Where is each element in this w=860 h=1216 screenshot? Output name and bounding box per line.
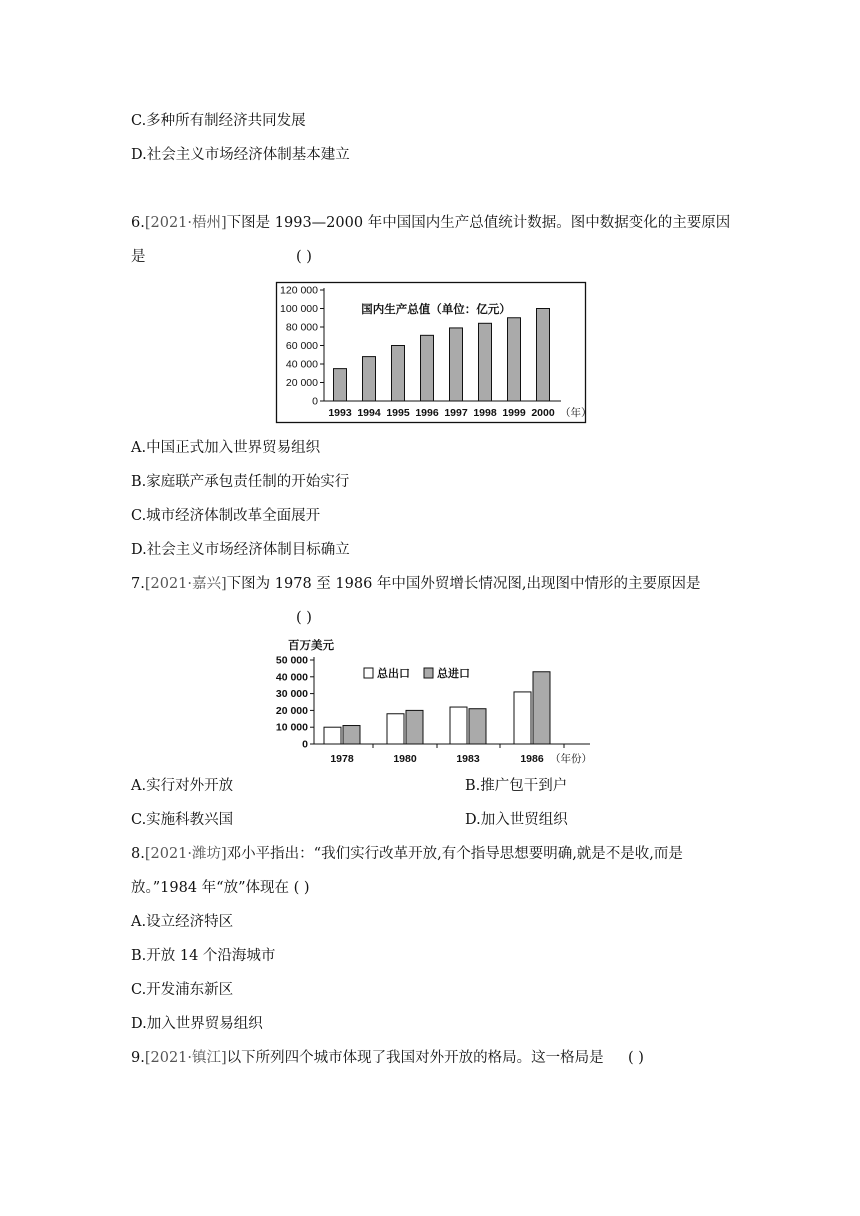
bar-2000 — [537, 309, 550, 402]
q7-option-a: A.实行对外开放 — [131, 778, 234, 794]
x-tick-label: 1997 — [444, 407, 468, 419]
q7-stem-line1 — [131, 574, 701, 594]
q6-option-a: A.中国正式加入世界贸易组织 — [131, 440, 321, 456]
bar-1994 — [363, 357, 376, 401]
q8-answer-blank: ( ) — [293, 880, 310, 896]
y-tick-label: 40 000 — [285, 358, 318, 371]
y-tick-label: 120 000 — [280, 284, 318, 297]
x-tick-label: 1978 — [330, 753, 354, 765]
bar-1995 — [392, 346, 405, 402]
q6-option-c: C.城市经济体制改革全面展开 — [131, 508, 321, 524]
bar-1998 — [479, 323, 492, 401]
bar-1978-1 — [324, 727, 341, 744]
x-unit-label: （年） — [560, 407, 592, 419]
q8-option-c: C.开发浦东新区 — [131, 982, 234, 998]
q7-stem: 下图为 1978 至 1986 年中国外贸增长情况图,出现图中情形的主要原因是 — [226, 576, 701, 592]
q7-answer-blank: ( ) — [296, 610, 312, 626]
q6-option-b: B.家庭联产承包责任制的开始实行 — [131, 474, 350, 490]
y-tick-label: 0 — [302, 738, 308, 751]
x-unit-label: （年份） — [550, 753, 592, 765]
gdp-chart — [276, 282, 592, 423]
y-tick-label: 100 000 — [280, 303, 318, 315]
bar-1997 — [450, 328, 463, 401]
y-tick-label: 0 — [312, 395, 318, 408]
q7-option-b: B.推广包干到户 — [465, 778, 568, 794]
q6-number: 6. — [131, 215, 145, 231]
q9-number: 9. — [131, 1050, 145, 1066]
x-tick-label: 1999 — [502, 407, 526, 419]
q6-stem: 下图是 1993—2000 年中国国内生产总值统计数据。图中数据变化的主要原因 — [226, 215, 731, 231]
bar-1993 — [334, 369, 347, 401]
bar-1983-1 — [450, 707, 467, 744]
x-tick-label: 1996 — [415, 407, 439, 419]
q7-option-c: C.实施科教兴国 — [131, 812, 234, 828]
y-tick-label: 30 000 — [275, 688, 308, 701]
q7-source: [2021·嘉兴] — [144, 576, 227, 592]
q6-stem-cont: 是 — [131, 249, 146, 265]
q7-number: 7. — [131, 576, 145, 592]
y-tick-label: 50 000 — [275, 654, 308, 667]
trade-chart-svg — [268, 635, 608, 770]
chart-title: 国内生产总值（单位：亿元） — [361, 304, 511, 316]
bar-1983-2 — [469, 709, 486, 744]
q8-option-d: D.加入世界贸易组织 — [131, 1016, 263, 1032]
q8-stem-line2 — [131, 878, 310, 898]
x-tick-label: 1986 — [520, 753, 544, 765]
bar-1980-1 — [387, 714, 404, 744]
q8-number: 8. — [131, 846, 145, 862]
q6-answer-blank: ( ) — [296, 249, 312, 265]
q8-source: [2021·潍坊] — [144, 846, 227, 862]
q5-option-d: D.社会主义市场经济体制基本建立 — [131, 147, 350, 163]
q5-option-c: C.多种所有制经济共同发展 — [131, 113, 306, 129]
q7-option-d: D.加入世贸组织 — [465, 812, 568, 828]
legend-swatch-2 — [424, 668, 433, 678]
bar-1986-1 — [514, 692, 531, 744]
y-axis-label: 百万美元 — [288, 640, 334, 652]
bar-1999 — [508, 318, 521, 401]
bar-1978-2 — [343, 726, 360, 744]
legend-label: 总进口 — [437, 668, 470, 680]
q6-source: [2021·梧州] — [144, 215, 227, 231]
legend-label: 总出口 — [377, 668, 410, 680]
gdp-chart-svg — [276, 282, 592, 423]
x-tick-label: 2000 — [531, 407, 555, 419]
y-tick-label: 20 000 — [275, 704, 308, 717]
x-tick-label: 1998 — [473, 407, 497, 419]
q9-stem-line1 — [131, 1048, 604, 1068]
bar-1980-2 — [406, 710, 423, 744]
q8-option-b: B.开放 14 个沿海城市 — [131, 948, 276, 964]
trade-chart — [268, 635, 608, 770]
x-tick-label: 1980 — [393, 753, 417, 765]
legend-swatch-1 — [364, 668, 373, 678]
x-tick-label: 1995 — [386, 407, 410, 419]
bar-1986-2 — [533, 672, 550, 744]
q6-stem-line1 — [131, 213, 730, 233]
q8-stem: 邓小平指出：“我们实行改革开放,有个指导思想要明确,就是不是收,而是 — [226, 846, 683, 862]
q8-stem-line1 — [131, 844, 683, 864]
y-tick-label: 40 000 — [275, 671, 308, 684]
y-tick-label: 20 000 — [285, 377, 318, 389]
q9-answer-blank: ( ) — [628, 1050, 644, 1066]
y-tick-label: 10 000 — [275, 721, 308, 734]
y-tick-label: 80 000 — [285, 321, 318, 334]
q8-option-a: A.设立经济特区 — [131, 914, 234, 930]
q8-stem-cont: 放。”1984 年“放”体现在 — [131, 880, 289, 896]
q9-stem: 以下所列四个城市体现了我国对外开放的格局。这一格局是 — [226, 1050, 604, 1066]
x-tick-label: 1983 — [456, 753, 480, 765]
x-tick-label: 1993 — [328, 407, 352, 419]
q6-option-d: D.社会主义市场经济体制目标确立 — [131, 542, 350, 558]
q9-source: [2021·镇江] — [144, 1050, 227, 1066]
q6-stem-line2 — [131, 247, 146, 267]
y-tick-label: 60 000 — [285, 340, 318, 352]
x-tick-label: 1994 — [357, 407, 381, 419]
bar-1996 — [421, 335, 434, 401]
